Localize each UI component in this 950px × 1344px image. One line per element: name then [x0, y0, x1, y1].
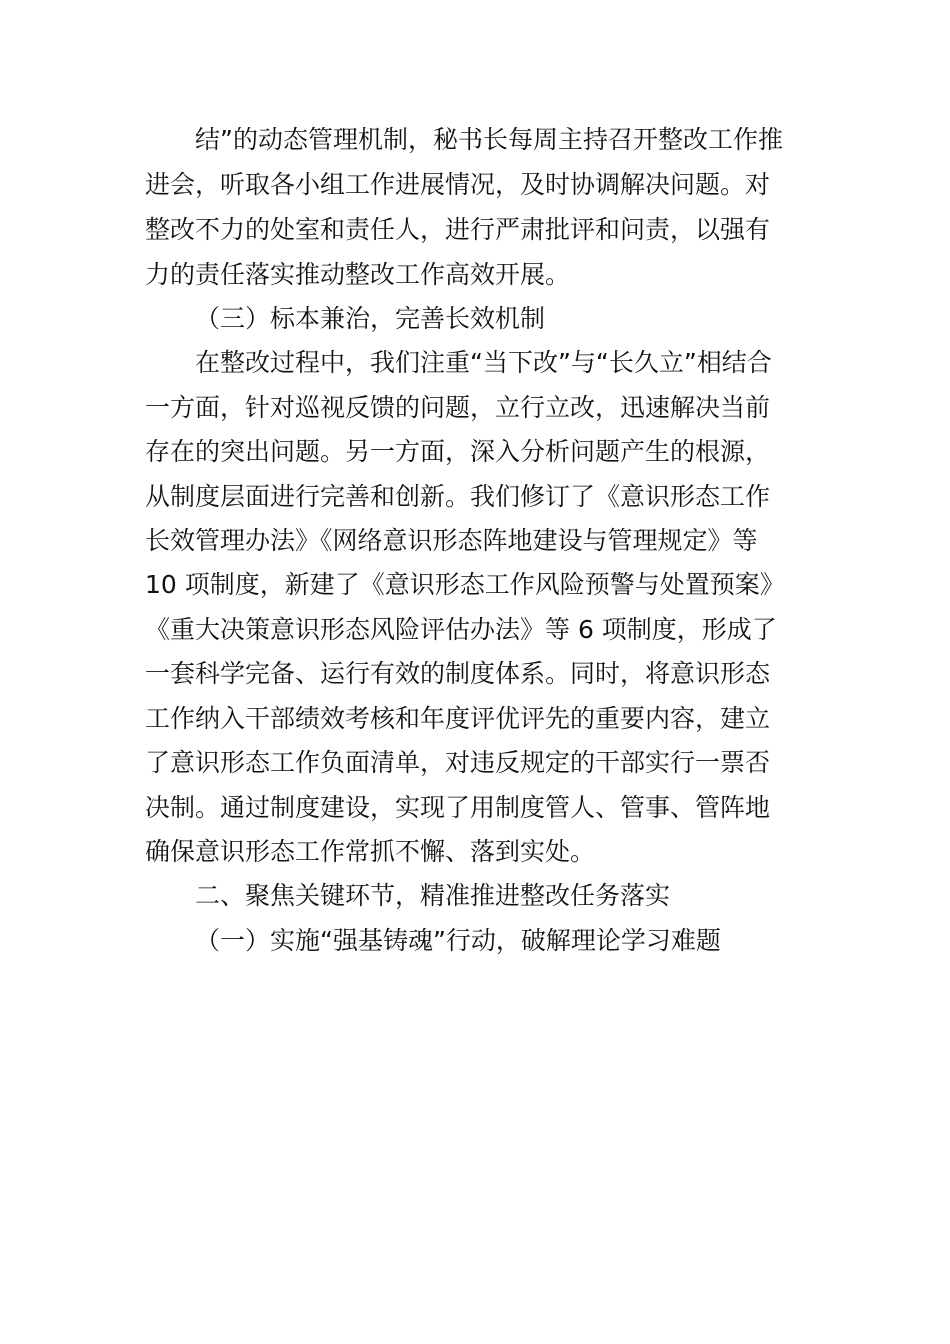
paragraph-line: 一套科学完备、运行有效的制度体系。同时，将意识形态 [145, 659, 771, 688]
paragraph-line: 结”的动态管理机制，秘书长每周主持召开整改工作推 [195, 125, 783, 154]
paragraph-line: 10 项制度，新建了《意识形态工作风险预警与处置预案》 [145, 570, 785, 599]
paragraph-line: 力的责任落实推动整改工作高效开展。 [145, 260, 571, 289]
paragraph-line: 决制。通过制度建设，实现了用制度管人、管事、管阵地 [145, 793, 771, 822]
paragraph-line: 确保意识形态工作常抓不懈、落到实处。 [145, 837, 596, 866]
paragraph-line: 《重大决策意识形态风险评估办法》等 6 项制度，形成了 [145, 615, 777, 644]
paragraph-line: 了意识形态工作负面清单，对违反规定的干部实行一票否 [145, 748, 771, 777]
paragraph-line: 长效管理办法》《网络意识形态阵地建设与管理规定》等 [145, 526, 758, 555]
paragraph-line: 从制度层面进行完善和创新。我们修订了《意识形态工作 [145, 482, 771, 511]
paragraph-line: 在整改过程中，我们注重“当下改”与“长久立”相结合 [195, 348, 772, 377]
paragraph-line: 工作纳入干部绩效考核和年度评优评先的重要内容，建立 [145, 704, 771, 733]
paragraph-line: 整改不力的处室和责任人，进行严肃批评和问责，以强有 [145, 215, 771, 244]
section-heading: 二、聚焦关键环节，精准推进整改任务落实 [195, 881, 671, 910]
section-heading: （三）标本兼治，完善长效机制 [195, 304, 546, 333]
paragraph-line: 存在的突出问题。另一方面，深入分析问题产生的根源， [145, 437, 771, 466]
paragraph-line: 进会，听取各小组工作进展情况，及时协调解决问题。对 [145, 170, 771, 199]
paragraph-line: 一方面，针对巡视反馈的问题，立行立改，迅速解决当前 [145, 393, 771, 422]
subsection-heading: （一）实施“强基铸魂”行动，破解理论学习难题 [195, 926, 721, 955]
